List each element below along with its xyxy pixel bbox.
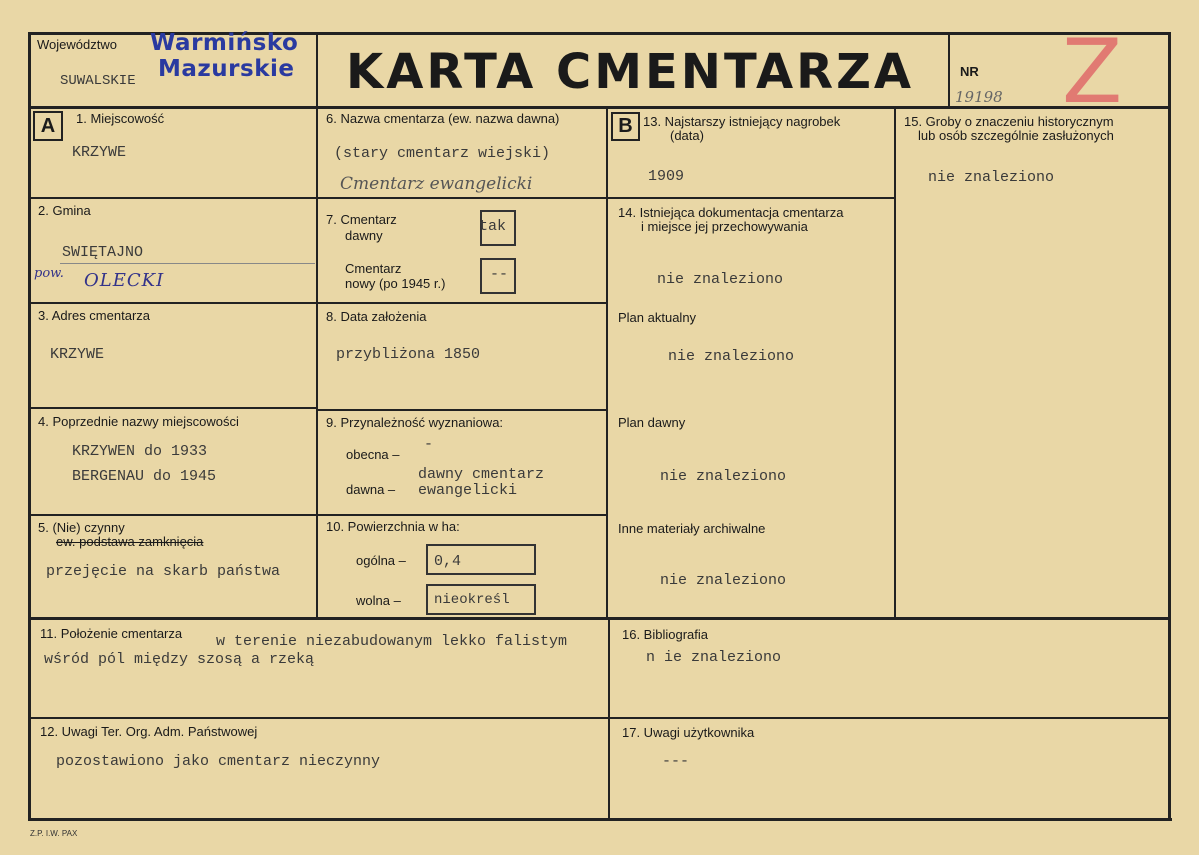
c2-div-4	[318, 514, 608, 516]
f5-label-2: ew. podstawa zamknięcia	[56, 534, 204, 549]
f17-label: 17. Uwagi użytkownika	[622, 725, 755, 740]
stamp-line-1: Warmińsko	[150, 30, 299, 56]
stamp-line-2: Mazurskie	[158, 56, 295, 82]
f8-value: przybliżona 1850	[336, 346, 481, 363]
f2-label: 2. Gmina	[38, 203, 91, 218]
f7-label-2b: nowy (po 1945 r.)	[345, 276, 446, 291]
header-divider-nr	[948, 32, 950, 108]
f13-value: 1909	[648, 168, 685, 185]
c1-div-3	[28, 407, 318, 409]
f2-hand-value: OLECKI	[84, 270, 165, 291]
f4-label: 4. Poprzednie nazwy miejscowości	[38, 414, 239, 429]
f11-value-2: wśród pól między szosą a rzeką	[44, 651, 315, 668]
c3-div-1	[608, 197, 895, 199]
f16-value: n ie znaleziono	[646, 649, 782, 666]
col-divider-2	[606, 106, 608, 618]
f4-value-1: KRZYWEN do 1933	[72, 443, 208, 460]
f3-label: 3. Adres cmentarza	[38, 308, 150, 323]
plan-dawny-value: nie znaleziono	[660, 468, 787, 485]
f12-label: 12. Uwagi Ter. Org. Adm. Państwowej	[40, 724, 258, 739]
f4-value-2: BERGENAU do 1945	[72, 468, 217, 485]
f2-hand-prefix: pow.	[34, 266, 64, 281]
f2-underline	[60, 263, 315, 264]
f13-label-1: 13. Najstarszy istniejący nagrobek	[643, 114, 841, 129]
row12-top	[28, 717, 1170, 719]
header-rule	[28, 106, 1170, 109]
f14-label-1: 14. Istniejąca dokumentacja cmentarza	[618, 205, 844, 220]
inne-label: Inne materiały archiwalne	[618, 521, 766, 536]
f6-label: 6. Nazwa cmentarza (ew. nazwa dawna)	[326, 111, 560, 126]
col-divider-3	[894, 106, 896, 618]
f17-value: ---	[662, 753, 690, 770]
col-divider-1	[316, 32, 318, 618]
f10-wolna-label: wolna –	[356, 593, 401, 608]
f10-wolna-value: nieokreśl	[434, 592, 510, 608]
f10-label: 10. Powierzchnia w ha:	[326, 519, 460, 534]
f9-dawna-value-2: ewangelicki	[418, 482, 518, 499]
f6-hand: Cmentarz ewangelicki	[340, 174, 533, 194]
plan-dawny-label: Plan dawny	[618, 415, 686, 430]
f5-value: przejęcie na skarb państwa	[46, 563, 281, 580]
f9-obecna-label: obecna –	[346, 447, 400, 462]
f14-value: nie znaleziono	[657, 271, 784, 288]
plan-aktualny-label: Plan aktualny	[618, 310, 697, 325]
c1-div-4	[28, 514, 318, 516]
wojewodztwo-typed: SUWALSKIE	[60, 73, 136, 89]
section-b-marker: B	[611, 112, 640, 141]
f7-label-1b: dawny	[345, 228, 383, 243]
f15-label-2: lub osób szczególnie zasłużonych	[918, 128, 1114, 143]
f15-label-1: 15. Groby o znaczeniu historycznym	[904, 114, 1114, 129]
f11-label: 11. Położenie cmentarza	[40, 626, 183, 641]
f1-value: KRZYWE	[72, 144, 127, 161]
inne-value: nie znaleziono	[660, 572, 787, 589]
f9-dawna-value-1: dawny cmentarz	[418, 466, 545, 483]
f5-label-1: 5. (Nie) czynny	[38, 520, 125, 535]
f16-label: 16. Bibliografia	[622, 627, 708, 642]
f7-value-1: tak	[479, 218, 507, 235]
col-divider-bottom	[608, 617, 610, 819]
red-z-mark: Z	[1062, 20, 1123, 123]
f7-value-2: --	[490, 266, 509, 283]
f1-label: 1. Miejscowość	[76, 111, 165, 126]
row11-top	[28, 617, 1170, 620]
printer-mark: Z.P. I.W. PAX	[30, 829, 78, 838]
nr-label: NR	[960, 64, 979, 79]
region-stamp	[150, 30, 298, 82]
wojewodztwo-label: Województwo	[37, 37, 117, 52]
f13-label-2: (data)	[670, 128, 704, 143]
f3-value: KRZYWE	[50, 346, 105, 363]
c2-div-3	[318, 409, 608, 411]
f9-label: 9. Przynależność wyznaniowa:	[326, 415, 504, 430]
f8-label: 8. Data założenia	[326, 309, 427, 324]
c1-div-2	[28, 302, 318, 304]
f9-obecna-value: -	[424, 436, 434, 453]
f10-ogolna-value: 0,4	[434, 553, 462, 570]
f10-ogolna-label: ogólna –	[356, 553, 406, 568]
f6-value: (stary cmentarz wiejski)	[334, 145, 551, 162]
f14-label-2: i miejsce jej przechowywania	[641, 219, 808, 234]
f9-dawna-label: dawna –	[346, 482, 396, 497]
card-title: KARTA CMENTARZA	[346, 44, 915, 100]
frame-right	[1168, 32, 1171, 820]
plan-aktualny-value: nie znaleziono	[668, 348, 795, 365]
section-a-marker: A	[33, 111, 63, 141]
f12-value: pozostawiono jako cmentarz nieczynny	[56, 753, 381, 770]
c2-div-2	[318, 302, 608, 304]
f15-value: nie znaleziono	[928, 169, 1055, 186]
nr-value: 19198	[955, 88, 1003, 106]
c2-div-1	[318, 197, 608, 199]
f11-value-1: w terenie niezabudowanym lekko falistym	[216, 633, 568, 650]
f2-value: SWIĘTAJNO	[62, 244, 144, 261]
frame-bottom	[28, 818, 1172, 821]
c1-div-1	[28, 197, 318, 199]
frame-left	[28, 32, 31, 820]
f7-label-2: Cmentarz	[345, 261, 402, 276]
f7-label-1: 7. Cmentarz	[326, 212, 397, 227]
